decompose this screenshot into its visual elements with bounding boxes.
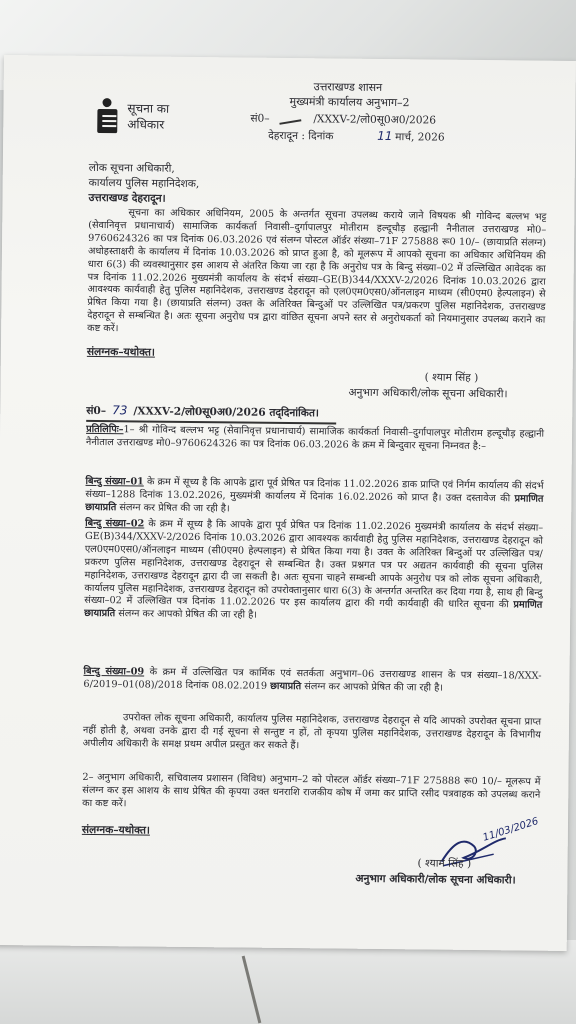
handwritten-date: 11 [377,128,393,144]
item-2: 2– अनुभाग अधिकारी, सचिवालय प्रशासन (विविध) अनुभाग–2 को पोस्टल ऑर्डर संख्या–71F 275888 रू0 10/– मूलरूप में संलग्न कर इस आशय के साथ प्रेषित की कृपया उक्त धनराशि राजकीय कोष में जमा कर प्राप्ति रसीद पत्रवाहक को उपलब्ध कराने का कष्ट करें। [82,771,541,810]
logo-text-line2: अधिकार [127,117,165,132]
point-01: बिन्दु संख्या–01 के क्रम में सूच्य है कि आपके द्वारा पूर्व प्रेषित पत्र दिनांक 11.02.2026 डाक प्राप्ति एवं निर्गम कार्यालय की संदर्भ संख्या–1288 दिनांक 13.02.2026, मुख्यमंत्री कार्यालय में दिनांक 16.02.2026 को प्राप्त है। उक्त दस्तावेज की प्रमाणित छायाप्रति संलग्न कर प्रेषित की जा रही है। [85,475,544,515]
addressee-line1: लोक सूचना अधिकारी, [88,161,175,175]
reference-number: सं0– /XXXV-2/लो0सू0अ0/2026 [250,112,437,127]
reference2: सं0– 73 /XXXV-2/लो0सू0अ0/2026 तद्‌दिनांकित। [86,403,320,420]
signature1-title: अनुभाग अधिकारी/लोक सूचना अधिकारी। [348,386,508,401]
rti-logo-icon [95,98,119,134]
copy-label: प्रतिलिपिः– [86,423,124,436]
govt-name: उत्तराखण्ड शासन [313,80,383,94]
handwritten-ref-no: 73 [112,403,128,418]
place-date: देहरादून : दिनांक 11 मार्च, 2026 [268,128,445,144]
closing-paragraph: उपरोक्त लोक सूचना अधिकारी, कार्यालय पुलिस महानिदेशक, उत्तराखण्ड देहरादून से यदि आपको उपरोक्त सूचना प्राप्त नहीं होती है, अथवा उनके द्वारा दी गई सूचना से सन्तुष्ट न हों, तो कृपया पुलिस महानिदेशक, उत्तराखण्ड देहरादून के विभागीय अपीलीय अधिकारी के समक्ष प्रथम अपील प्रस्तुत कर सकते हैं। [82,712,542,751]
body-paragraph: सूचना का अधिकार अधिनियम, 2005 के अन्तर्गत सूचना उपलब्ध कराये जाने विषयक श्री गोविन्द बल्लभ भट्ट (सेवानिवृत्त प्रधानाचार्य) सामाजिक कार्यकर्ता निवासी–दुर्गापालपुर मोतीराम हल्दूचौड़ हल्द्वानी नैनीताल उत्तराखण्ड मो0–9760624326 का पत्र दिनांक 06.03.2026 एवं संलग्न पोस्टल ऑर्डर संख्या–71F 275888 रू0 10/– (छायाप्रति संलग्न) अधोहस्ताक्षरी के कार्यालय में दिनांक 10.03.2026 को प्राप्त हुआ है, को मूलरूप में आपको सूचना का अधिकार अधिनियम की धारा 6(3) की व्यवस्थानुसार इस आशय से अंतरित किया जा रहा है कि अनुरोध पत्र के बिन्दु संख्या–02 में उल्लिखित आवेदक का पत्र दिनांक 11.02.2026 मुख्यमंत्री कार्यालय के संदर्भ संख्या–GE(B)344/XXXV-2/2026 दिनांक 10.03.2026 द्वारा आवश्यक कार्यवाही हेतु पुलिस महानिदेशक, उत्तराखण्ड देहरादून को एल0एम0एस0/ऑनलाइन माध्यम (सी0एम0 हेल्पलाइन) से प्रेषित किया गया है। (छायाप्रति संलग्न) उक्त के अतिरिक्त बिन्दुओं पर उल्लिखित पत्र/प्रकरण पुलिस महानिदेशक, उत्तराखण्ड देहरादून से सम्बन्धित है। अतः सूचना अनुरोध पत्र द्वारा वांछित सूचना अपने स्तर से अनुरोधकर्ता को नियमानुसार उपलब्ध कराने का कष्ट करें। [87,207,547,335]
floor-background-bottom [0,940,576,1024]
dept-name: मुख्यमंत्री कार्यालय अनुभाग–2 [289,94,410,110]
copy-paragraph: प्रतिलिपिः–1– श्री गोविन्द बल्लभ भट्ट (सेवानिवृत्त प्रधानाचार्य) सामाजिक कार्यकर्ता निवासी–दुर्गापालपुर मोतीराम हल्दूचौड़ हल्द्वानी नैनीताल उत्तराखण्ड मो0–9760624326 का पत्र दिनांक 06.03.2026 के क्रम में बिन्दुवार सूचना निम्नवत है:– [85,423,545,452]
enclosure-label: संलग्नक–यथोक्त। [86,345,156,359]
signature2-title: अनुभाग अधिकारी/लोक सूचना अधिकारी। [355,872,516,887]
addressee-line3: उत्तराखण्ड देहरादून। [88,191,166,205]
signature1-name: ( श्याम सिंह ) [424,371,479,384]
addressee-line2: कार्यालय पुलिस महानिदेशक, [88,176,200,191]
point-02: बिन्दु संख्या–02 के क्रम में सूच्य है कि आपके द्वारा पूर्व प्रेषित पत्र दिनांक 11.02.2026 मुख्यमंत्री कार्यालय के संदर्भ संख्या–GE(B)344/XXXV-2/2026 दिनांक 10.03.2026 द्वारा आवश्यक कार्यवाही हेतु पुलिस महानिदेशक, उत्तराखण्ड देहरादून को एल0एम0एस0/ऑनलाइन माध्यम (सी0एम0 हेल्पलाइन) से प्रेषित किया गया है। उक्त के अतिरिक्त बिन्दुओं पर उल्लिखित पत्र/प्रकरण पुलिस महानिदेशक, उत्तराखण्ड देहरादून से सम्बन्धित है। उक्त प्रश्नगत पत्र पर अद्यतन कार्यवाही की सूचना पुलिस महानिदेशक, उत्तराखण्ड देहरादून द्वारा दी जा सकती है। अतः सूचना चाहने सम्बन्धी आपके अनुरोध पत्र को लोक सूचना अधिकारी, कार्यालय पुलिस महानिदेशक, उत्तराखण्ड देहरादून को उपरोक्तानुसार धारा 6(3) के अन्तर्गत अन्तरित कर दिया गया है, साथ ही बिन्दु संख्या–02 में उल्लिखित पत्र दिनांक 11.02.2026 पर इस कार्यालय द्वारा की गयी कार्यवाही की धारित सूचना की प्रमाणित छायाप्रति संलग्न कर आपको प्रेषित की जा रही है। [84,517,544,622]
logo-text-line1: सूचना का [127,101,170,116]
letter-page [0,55,576,951]
signature2-name: ( श्याम सिंह ) [417,857,472,870]
signature-date: 11/03/2026 [481,815,540,844]
point-09: बिन्दु संख्या–09 के क्रम में उल्लिखित पत्र कार्मिक एवं सतर्कता अनुभाग–06 उत्तराखण्ड शासन के पत्र संख्या–18/XXX-6/2019–01(08)/2018 दिनांक 08.02.2019 छायाप्रति संलग्न कर आपको प्रेषित की जा रही है। [83,665,542,694]
enclosure-label-2: संलग्नक–यथोक्त। [81,823,150,837]
